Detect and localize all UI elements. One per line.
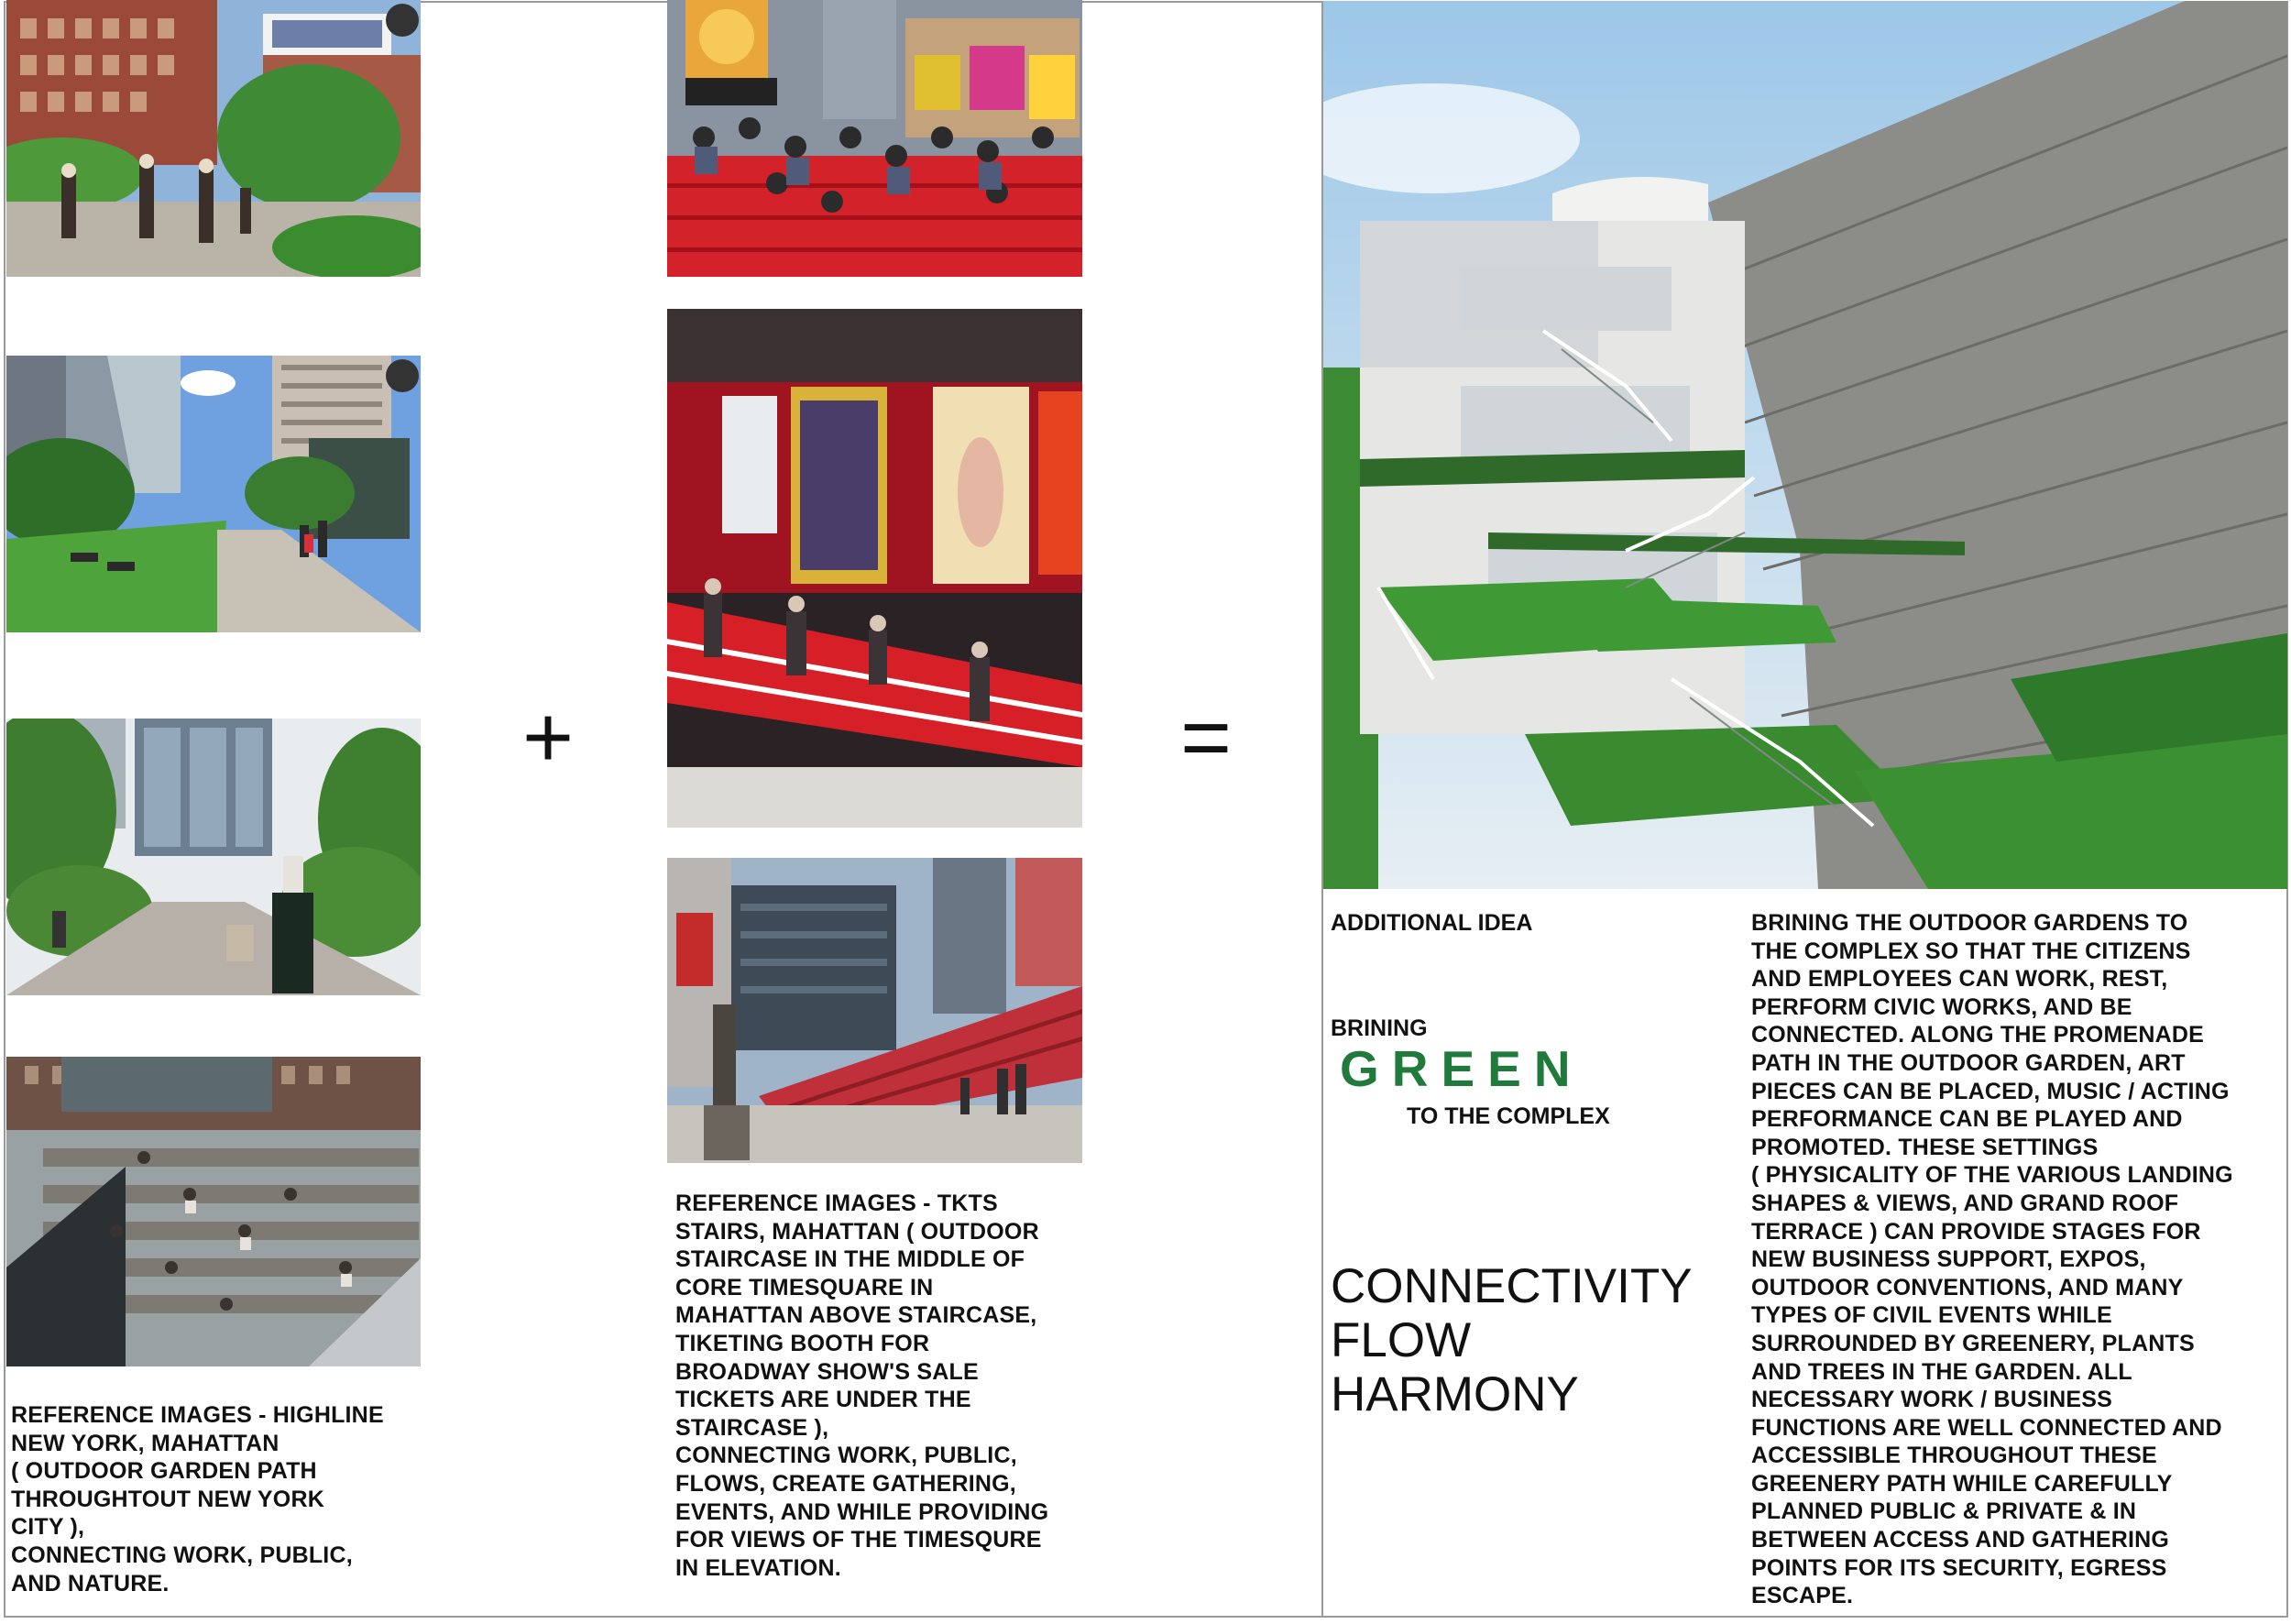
to-the-complex-label: TO THE COMPLEX bbox=[1407, 1103, 1610, 1129]
highline-photo-3 bbox=[6, 719, 421, 995]
equals-sign: = bbox=[1180, 688, 1233, 786]
highline-photo-4 bbox=[6, 1057, 421, 1366]
green-complex-description: BRINING THE OUTDOOR GARDENS TO THE COMPLEX SO THAT THE CITIZENS AND EMPLOYEES CAN WORK, REST, PERFORM CIVIC WORKS, AND BE CONNECTED. ALONG THE PROMENADE PATH IN THE OUTDOOR GARDEN, ART PIECES CAN BE PLACED, MUSIC / ACTING PERFORMANCE CAN BE PLAYED AND PROMOTED. THESE SETTINGS ( PHYSICALITY OF THE VARIOUS LANDING SHAPES & VIEWS, AND GRAND ROOF TERRACE ) CAN PROVIDE STAGES FOR NEW BUSINESS SUPPORT, EXPOS, OUTDOOR CONVENTIONS, AND MANY TYPES OF CIVIL EVENTS WHILE SURROUNDED BY GREENERY, PLANTS AND TREES IN THE GARDEN. ALL NECESSARY WORK / BUSINESS FUNCTIONS ARE WELL CONNECTED AND ACCESSIBLE THROUGHOUT THESE GREENERY PATH WHILE CAREFULLY PLANNED PUBLIC & PRIVATE & IN BETWEEN ACCESS AND GATHERING POINTS FOR ITS SECURITY, EGRESS ESCAPE. bbox=[1751, 910, 2233, 1609]
highline-photo-1 bbox=[6, 0, 421, 277]
tkts-photo-2 bbox=[667, 309, 1082, 828]
connectivity-flow-harmony: CONNECTIVITY FLOW HARMONY bbox=[1331, 1259, 1693, 1421]
plus-sign: + bbox=[522, 688, 575, 786]
tkts-photo-1 bbox=[667, 0, 1082, 277]
tkts-photo-3 bbox=[667, 858, 1082, 1163]
additional-idea-heading: ADDITIONAL IDEA bbox=[1331, 910, 1533, 936]
green-word: GREEN bbox=[1340, 1040, 1584, 1097]
terraced-building-rendering bbox=[1323, 1, 2287, 889]
highline-photo-2 bbox=[6, 356, 421, 632]
tkts-caption: REFERENCE IMAGES - TKTS STAIRS, MAHATTAN ( OUTDOOR STAIRCASE IN THE MIDDLE OF CORE TIMESQUARE IN MAHATTAN ABOVE STAIRCASE, TIKETING BOOTH FOR BROADWAY SHOW'S SALE TICKETS ARE UNDER THE STAIRCASE ), CONNECTING WORK, PUBLIC, FLOWS, CREATE GATHERING, EVENTS, AND WHILE PROVIDING FOR VIEWS OF THE TIMESQURE IN ELEVATION. bbox=[675, 1191, 1049, 1581]
highline-caption: REFERENCE IMAGES - HIGHLINE NEW YORK, MAHATTAN ( OUTDOOR GARDEN PATH THROUGHTOUT NEW YORK CITY ), CONNECTING WORK, PUBLIC, AND NATURE. bbox=[11, 1402, 384, 1597]
brining-label: BRINING bbox=[1331, 1015, 1428, 1041]
